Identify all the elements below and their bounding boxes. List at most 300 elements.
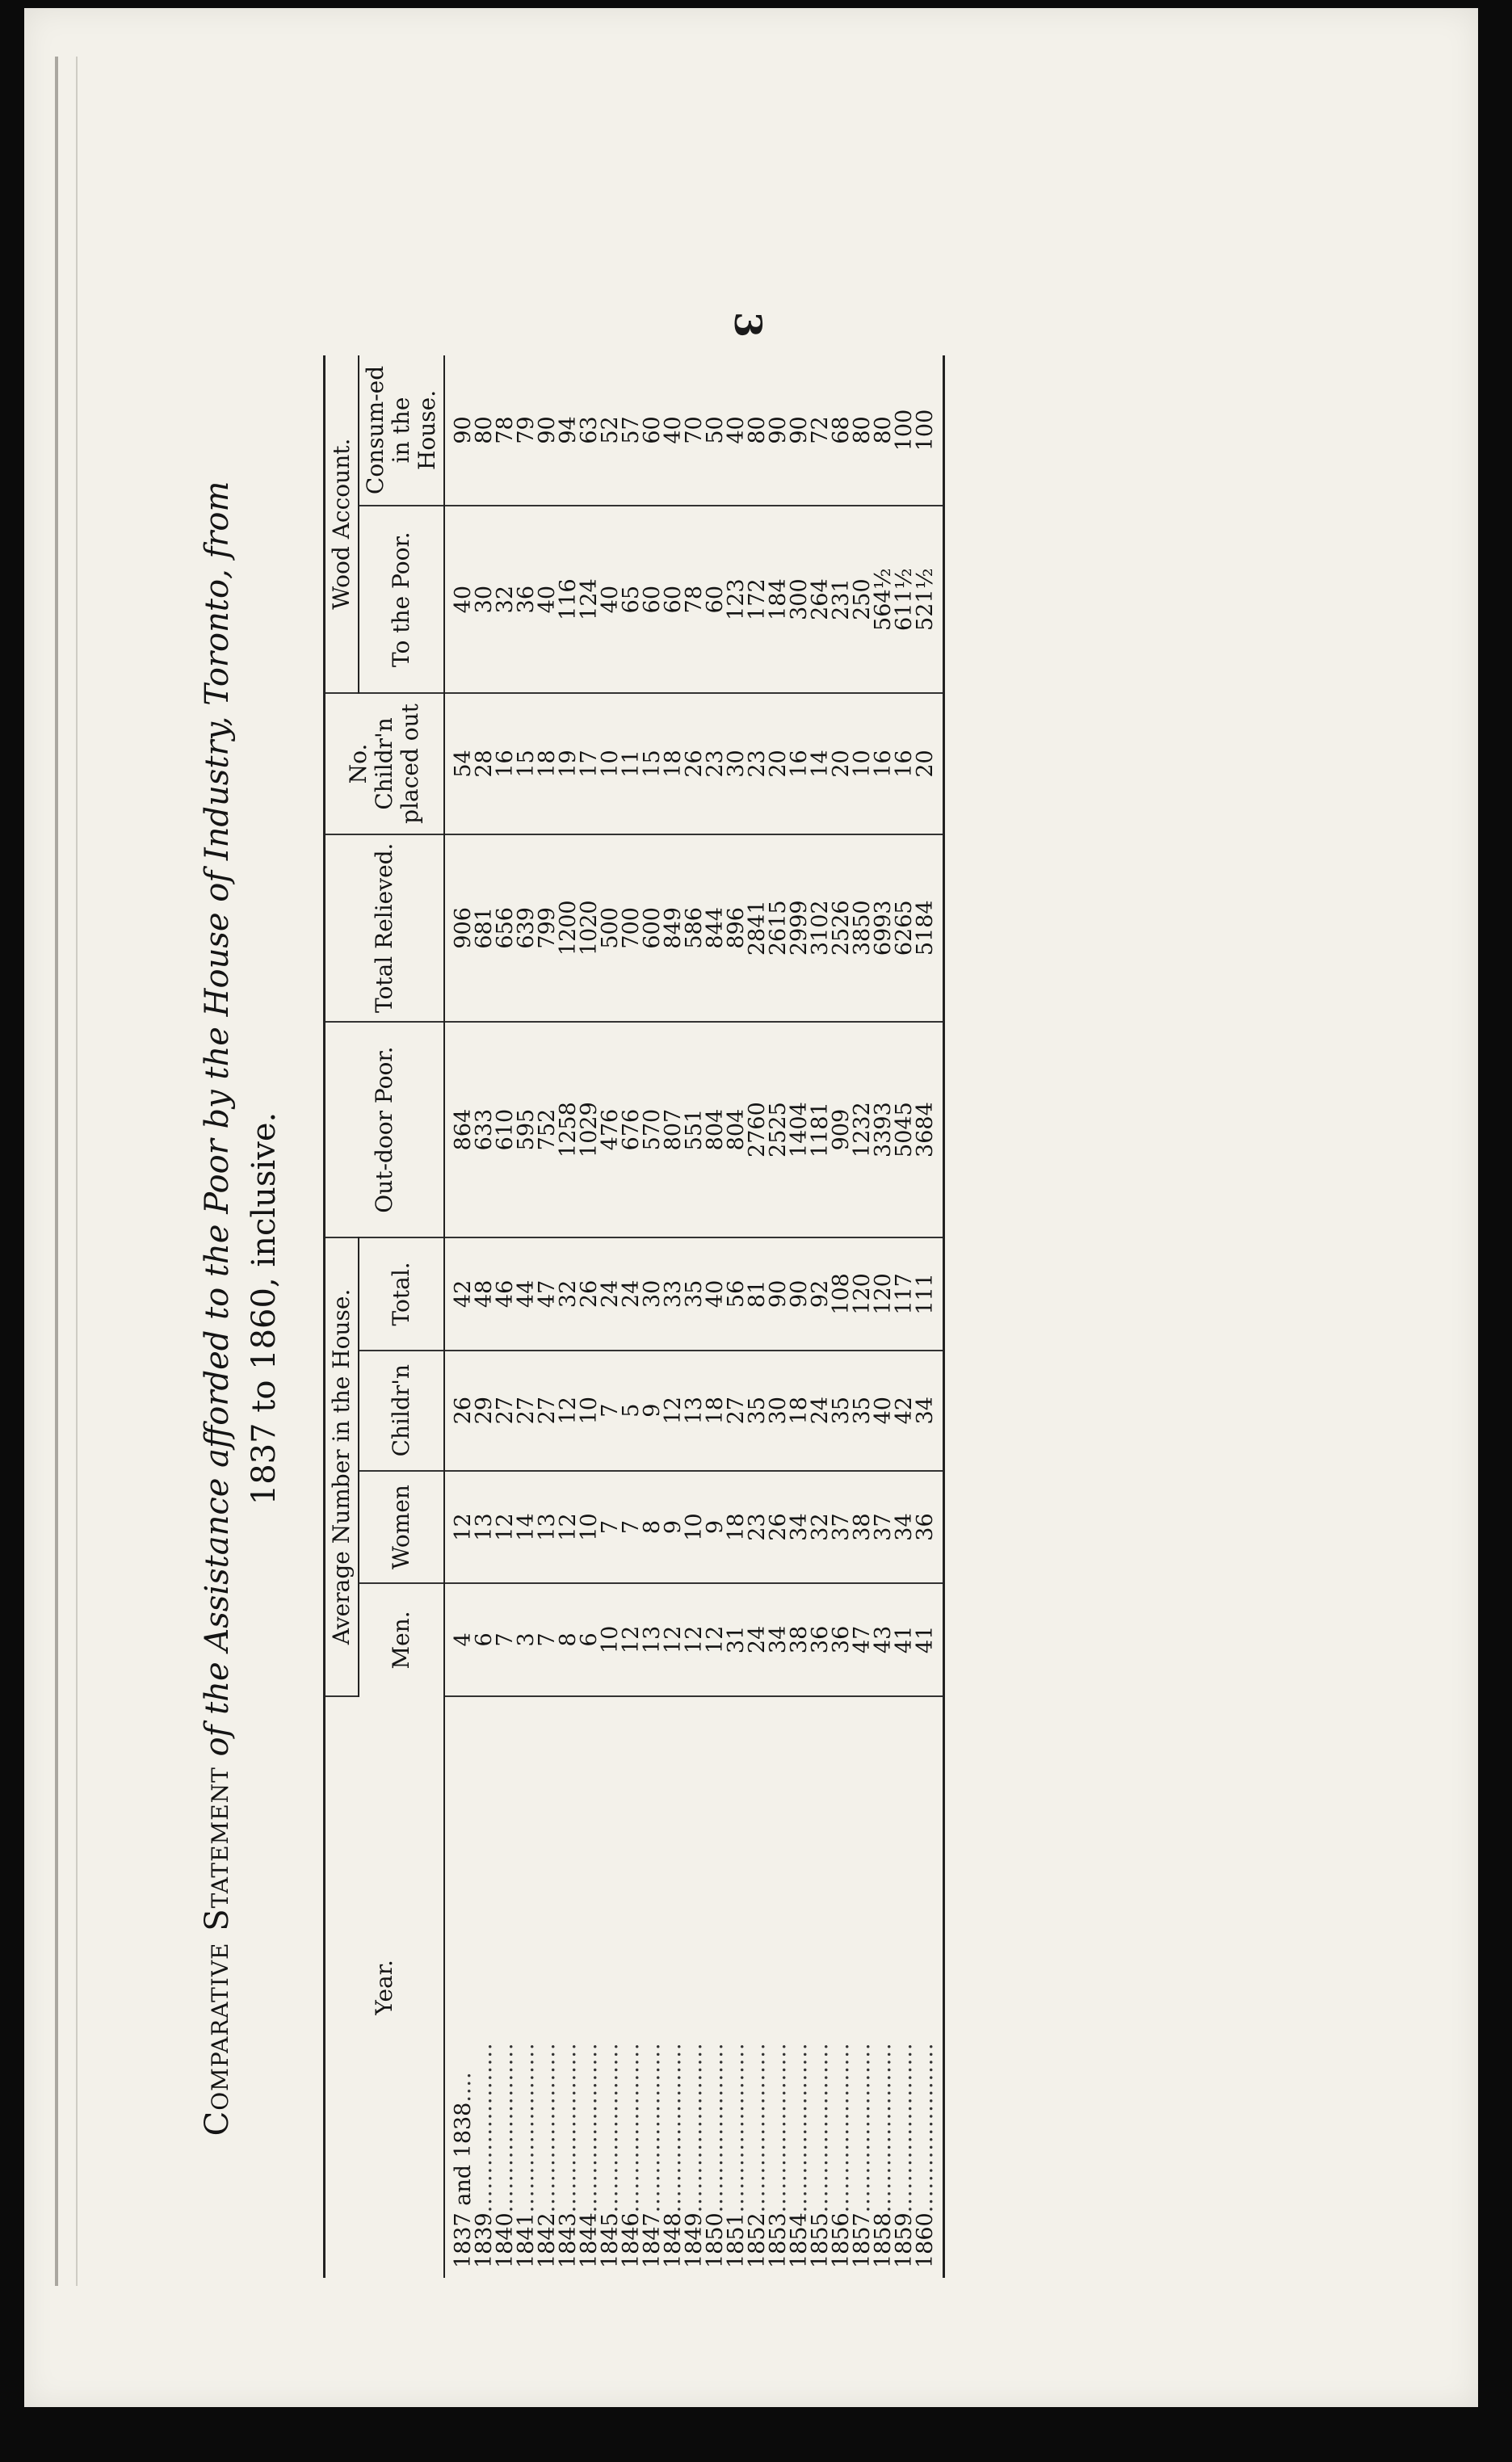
year-label: 1858: [871, 2212, 896, 2268]
leader-dots: ......................: [787, 2042, 812, 2213]
cell-children: 10: [579, 1351, 600, 1471]
rotated-table-block: [194, 339, 1276, 2278]
table-row: [915, 355, 944, 2278]
header-year: Year.: [325, 1696, 445, 2278]
cell-men: 47: [852, 1583, 873, 1695]
cell-relieved: 1200: [558, 834, 579, 1022]
table-row: [747, 355, 768, 2278]
cell-men: 13: [642, 1583, 663, 1695]
cell-wood-poor: 124: [579, 506, 600, 693]
cell-men: 41: [915, 1583, 944, 1695]
cell-total: 33: [663, 1237, 684, 1350]
leader-dots: ......................: [745, 2042, 770, 2213]
cell-total: 120: [852, 1237, 873, 1350]
table-row: [516, 355, 537, 2278]
cell-wood-poor: 36: [516, 506, 537, 693]
year-label: 1851: [724, 2212, 749, 2268]
cell-total: 46: [495, 1237, 516, 1350]
cell-children: 12: [558, 1351, 579, 1471]
leader-dots: ......................: [556, 2042, 581, 2213]
cell-outdoor: 476: [600, 1022, 621, 1237]
cell-women: 32: [810, 1471, 831, 1583]
cell-wood-consumed: 60: [642, 355, 663, 506]
cell-outdoor: 1029: [579, 1022, 600, 1237]
year-label: 1854: [787, 2212, 812, 2268]
cell-total: 24: [600, 1237, 621, 1350]
cell-women: 36: [915, 1471, 944, 1583]
cell-placed: 30: [726, 693, 747, 834]
cell-men: 7: [537, 1583, 558, 1695]
cell-total: 56: [726, 1237, 747, 1350]
cell-wood-consumed: 90: [768, 355, 789, 506]
cell-total: 40: [705, 1237, 726, 1350]
cell-women: 38: [852, 1471, 873, 1583]
leader-dots: ......................: [640, 2042, 665, 2213]
cell-wood-consumed: 80: [474, 355, 495, 506]
cell-men: 3: [516, 1583, 537, 1695]
cell-women: 12: [495, 1471, 516, 1583]
leader-dots: ......................: [619, 2042, 644, 2213]
cell-placed: 16: [789, 693, 810, 834]
cell-relieved: 896: [726, 834, 747, 1022]
leader-dots: ......................: [472, 2042, 497, 2213]
cell-wood-consumed: 79: [516, 355, 537, 506]
cell-men: 24: [747, 1583, 768, 1695]
cell-children: 9: [642, 1351, 663, 1471]
cell-placed: 17: [579, 693, 600, 834]
page-number: 3: [726, 311, 771, 338]
header-total-relieved: Total Relieved.: [325, 834, 445, 1022]
leader-dots: ......................: [598, 2042, 623, 2213]
cell-outdoor: 3393: [873, 1022, 894, 1237]
cell-outdoor: 551: [684, 1022, 705, 1237]
cell-outdoor: 807: [663, 1022, 684, 1237]
cell-relieved: 586: [684, 834, 705, 1022]
header-wood-consumed: Consum-ed in the House.: [359, 355, 444, 506]
cell-men: 34: [768, 1583, 789, 1695]
leader-dots: ......................: [703, 2042, 728, 2213]
year-label: 1844: [577, 2212, 602, 2268]
cell-wood-consumed: 100: [894, 355, 915, 506]
cell-children: 13: [684, 1351, 705, 1471]
cell-wood-consumed: 90: [789, 355, 810, 506]
leader-dots: ......................: [871, 2042, 896, 2213]
cell-placed: 10: [600, 693, 621, 834]
cell-children: 18: [789, 1351, 810, 1471]
cell-wood-consumed: 90: [444, 355, 474, 506]
cell-placed: 20: [831, 693, 852, 834]
cell-wood-poor: 184: [768, 506, 789, 693]
table-row: [621, 355, 642, 2278]
cell-men: 12: [663, 1583, 684, 1695]
year-label: 1857: [850, 2212, 875, 2268]
cell-outdoor: 2525: [768, 1022, 789, 1237]
cell-children: 27: [537, 1351, 558, 1471]
cell-women: 9: [663, 1471, 684, 1583]
cell-wood-poor: 32: [495, 506, 516, 693]
table-row: [537, 355, 558, 2278]
cell-children: 35: [852, 1351, 873, 1471]
cell-outdoor: 3684: [915, 1022, 944, 1237]
year-label: 1855: [808, 2212, 833, 2268]
cell-wood-poor: 65: [621, 506, 642, 693]
cell-children: 27: [495, 1351, 516, 1471]
table-row: [831, 355, 852, 2278]
cell-relieved: 906: [444, 834, 474, 1022]
cell-outdoor: 633: [474, 1022, 495, 1237]
cell-wood-poor: 60: [663, 506, 684, 693]
cell-outdoor: 804: [705, 1022, 726, 1237]
table-row: [810, 355, 831, 2278]
cell-wood-poor: 611½: [894, 506, 915, 693]
leader-dots: ......................: [577, 2042, 602, 2213]
cell-placed: 16: [495, 693, 516, 834]
cell-relieved: 1020: [579, 834, 600, 1022]
cell-women: 10: [684, 1471, 705, 1583]
cell-total: 90: [768, 1237, 789, 1350]
cell-placed: 16: [894, 693, 915, 834]
cell-women: 23: [747, 1471, 768, 1583]
cell-placed: 10: [852, 693, 873, 834]
year-label: 1856: [829, 2212, 854, 2268]
title-inclusive: inclusive.: [246, 1111, 283, 1267]
cell-relieved: 5184: [915, 834, 944, 1022]
cell-wood-poor: 521½: [915, 506, 944, 693]
table-body: [444, 355, 944, 2278]
cell-placed: 54: [444, 693, 474, 834]
cell-wood-consumed: 94: [558, 355, 579, 506]
binding-edge: [55, 57, 58, 2286]
cell-wood-consumed: 68: [831, 355, 852, 506]
cell-wood-consumed: 72: [810, 355, 831, 506]
year-label: 1843: [556, 2212, 581, 2268]
cell-outdoor: 610: [495, 1022, 516, 1237]
cell-wood-poor: 300: [789, 506, 810, 693]
cell-women: 34: [789, 1471, 810, 1583]
cell-men: 31: [726, 1583, 747, 1695]
cell-relieved: 656: [495, 834, 516, 1022]
cell-placed: 18: [537, 693, 558, 834]
header-wood-poor: To the Poor.: [359, 506, 444, 693]
cell-wood-poor: 172: [747, 506, 768, 693]
cell-men: 6: [474, 1583, 495, 1695]
cell-men: 7: [495, 1583, 516, 1695]
year-label: 1842: [535, 2212, 560, 2268]
cell-relieved: 3850: [852, 834, 873, 1022]
leader-dots: ......................: [493, 2042, 518, 2213]
cell-men: 12: [684, 1583, 705, 1695]
table-title: [194, 339, 241, 2278]
leader-dots: ......................: [808, 2042, 833, 2213]
cell-children: 24: [810, 1351, 831, 1471]
header-women: Women: [359, 1471, 444, 1583]
cell-men: 12: [705, 1583, 726, 1695]
cell-men: 10: [600, 1583, 621, 1695]
table-title-line2: [241, 339, 288, 2278]
year-label: 1860: [913, 2212, 938, 2268]
leader-dots: ......................: [850, 2042, 875, 2213]
cell-relieved: 3102: [810, 834, 831, 1022]
table-row: [600, 355, 621, 2278]
header-outdoor: Out-door Poor.: [325, 1022, 445, 1237]
cell-total: 44: [516, 1237, 537, 1350]
cell-children: 29: [474, 1351, 495, 1471]
cell-wood-poor: 60: [642, 506, 663, 693]
cell-relieved: 700: [621, 834, 642, 1022]
leader-dots: ......................: [766, 2042, 791, 2213]
cell-women: 37: [831, 1471, 852, 1583]
cell-relieved: 500: [600, 834, 621, 1022]
leader-dots: ......................: [913, 2042, 938, 2213]
cell-women: 12: [558, 1471, 579, 1583]
cell-women: 9: [705, 1471, 726, 1583]
cell-wood-poor: 231: [831, 506, 852, 693]
cell-placed: 14: [810, 693, 831, 834]
cell-total: 111: [915, 1237, 944, 1350]
year-label: 1837 and 1838: [451, 2102, 476, 2268]
cell-placed: 16: [873, 693, 894, 834]
cell-placed: 18: [663, 693, 684, 834]
cell-wood-consumed: 50: [705, 355, 726, 506]
cell-placed: 23: [747, 693, 768, 834]
leader-dots: ......................: [892, 2042, 917, 2213]
table-row: [684, 355, 705, 2278]
cell-relieved: 849: [663, 834, 684, 1022]
title-small-caps: Comparative Statement: [199, 1767, 236, 2136]
cell-relieved: 2615: [768, 834, 789, 1022]
cell-wood-poor: 40: [600, 506, 621, 693]
cell-outdoor: 804: [726, 1022, 747, 1237]
cell-relieved: 2841: [747, 834, 768, 1022]
cell-total: 32: [558, 1237, 579, 1350]
year-label: 1841: [514, 2212, 539, 2268]
table-row: [579, 355, 600, 2278]
cell-relieved: 6265: [894, 834, 915, 1022]
cell-wood-consumed: 80: [747, 355, 768, 506]
cell-children: 27: [516, 1351, 537, 1471]
cell-placed: 11: [621, 693, 642, 834]
cell-total: 47: [537, 1237, 558, 1350]
cell-children: 34: [915, 1351, 944, 1471]
cell-total: 24: [621, 1237, 642, 1350]
table-row: [474, 355, 495, 2278]
cell-wood-consumed: 70: [684, 355, 705, 506]
year-label: 1853: [766, 2212, 791, 2268]
cell-women: 37: [873, 1471, 894, 1583]
cell-wood-consumed: 78: [495, 355, 516, 506]
cell-wood-poor: 123: [726, 506, 747, 693]
cell-wood-consumed: 40: [726, 355, 747, 506]
title-italic-part1: of the Assistance afforded to the Poor by the House of Industry,: [199, 705, 236, 1767]
table-row: [873, 355, 894, 2278]
cell-relieved: 2999: [789, 834, 810, 1022]
cell-outdoor: 1404: [789, 1022, 810, 1237]
cell-placed: 15: [642, 693, 663, 834]
header-wood-group: Wood Account.: [325, 355, 359, 693]
cell-wood-poor: 250: [852, 506, 873, 693]
header-average-group: Average Number in the House.: [325, 1237, 359, 1695]
table-row: [705, 355, 726, 2278]
leader-dots: ......................: [682, 2042, 707, 2213]
cell-outdoor: 676: [621, 1022, 642, 1237]
cell-women: 8: [642, 1471, 663, 1583]
cell-placed: 28: [474, 693, 495, 834]
cell-women: 34: [894, 1471, 915, 1583]
header-children: Childr'n: [359, 1351, 444, 1471]
cell-children: 42: [894, 1351, 915, 1471]
cell-wood-consumed: 40: [663, 355, 684, 506]
cell-total: 81: [747, 1237, 768, 1350]
cell-wood-consumed: 80: [852, 355, 873, 506]
cell-total: 42: [444, 1237, 474, 1350]
cell-children: 26: [444, 1351, 474, 1471]
cell-outdoor: 1232: [852, 1022, 873, 1237]
cell-placed: 20: [915, 693, 944, 834]
cell-outdoor: 1258: [558, 1022, 579, 1237]
cell-women: 12: [444, 1471, 474, 1583]
cell-placed: 23: [705, 693, 726, 834]
cell-men: 41: [894, 1583, 915, 1695]
cell-placed: 15: [516, 693, 537, 834]
cell-wood-consumed: 100: [915, 355, 944, 506]
cell-wood-poor: 264: [810, 506, 831, 693]
cell-wood-poor: 78: [684, 506, 705, 693]
cell-women: 13: [537, 1471, 558, 1583]
table-row: [789, 355, 810, 2278]
cell-outdoor: 909: [831, 1022, 852, 1237]
year-label: 1848: [661, 2212, 686, 2268]
year-label: 1859: [892, 2212, 917, 2268]
cell-total: 30: [642, 1237, 663, 1350]
cell-children: 18: [705, 1351, 726, 1471]
cell-outdoor: 595: [516, 1022, 537, 1237]
table-row: [642, 355, 663, 2278]
year-label: 1840: [493, 2212, 518, 2268]
year-label: 1850: [703, 2212, 728, 2268]
cell-wood-poor: 30: [474, 506, 495, 693]
cell-total: 26: [579, 1237, 600, 1350]
leader-dots: ....: [451, 2071, 476, 2103]
title-range: 1837 to 1860,: [246, 1267, 283, 1506]
leader-dots: ......................: [724, 2042, 749, 2213]
cell-men: 38: [789, 1583, 810, 1695]
cell-men: 12: [621, 1583, 642, 1695]
cell-wood-consumed: 52: [600, 355, 621, 506]
cell-men: 4: [444, 1583, 474, 1695]
cell-men: 8: [558, 1583, 579, 1695]
cell-wood-poor: 564½: [873, 506, 894, 693]
cell-children: 40: [873, 1351, 894, 1471]
cell-placed: 20: [768, 693, 789, 834]
cell-children: 35: [747, 1351, 768, 1471]
cell-wood-poor: 40: [444, 506, 474, 693]
year-label: 1852: [745, 2212, 770, 2268]
cell-wood-consumed: 63: [579, 355, 600, 506]
leader-dots: ......................: [661, 2042, 686, 2213]
cell-total: 35: [684, 1237, 705, 1350]
cell-relieved: 2526: [831, 834, 852, 1022]
table-row: [852, 355, 873, 2278]
table-row: [558, 355, 579, 2278]
table-row: [894, 355, 915, 2278]
cell-total: 117: [894, 1237, 915, 1350]
cell-relieved: 844: [705, 834, 726, 1022]
cell-total: 48: [474, 1237, 495, 1350]
leader-dots: ......................: [829, 2042, 854, 2213]
cell-wood-consumed: 57: [621, 355, 642, 506]
year-label: 1839: [472, 2212, 497, 2268]
cell-total: 120: [873, 1237, 894, 1350]
cell-men: 6: [579, 1583, 600, 1695]
cell-wood-consumed: 90: [537, 355, 558, 506]
year-label: 1847: [640, 2212, 665, 2268]
cell-women: 7: [621, 1471, 642, 1583]
cell-children: 35: [831, 1351, 852, 1471]
leader-dots: ......................: [514, 2042, 539, 2213]
cell-wood-consumed: 80: [873, 355, 894, 506]
year-label: 1846: [619, 2212, 644, 2268]
cell-outdoor: 864: [444, 1022, 474, 1237]
cell-year: [915, 1696, 944, 2278]
cell-outdoor: 1181: [810, 1022, 831, 1237]
cell-outdoor: 2760: [747, 1022, 768, 1237]
table-row: [495, 355, 516, 2278]
cell-children: 5: [621, 1351, 642, 1471]
table-row: [726, 355, 747, 2278]
cell-men: 36: [810, 1583, 831, 1695]
year-label: 1845: [598, 2212, 623, 2268]
title-italic-part2: , from: [199, 481, 236, 579]
year-label: 1849: [682, 2212, 707, 2268]
cell-year: [444, 1696, 474, 2278]
cell-women: 18: [726, 1471, 747, 1583]
cell-total: 92: [810, 1237, 831, 1350]
cell-relieved: 799: [537, 834, 558, 1022]
cell-children: 30: [768, 1351, 789, 1471]
header-total: Total.: [359, 1237, 444, 1350]
cell-children: 27: [726, 1351, 747, 1471]
cell-placed: 26: [684, 693, 705, 834]
cell-outdoor: 5045: [894, 1022, 915, 1237]
cell-relieved: 681: [474, 834, 495, 1022]
cell-children: 7: [600, 1351, 621, 1471]
title-place: Toronto: [199, 578, 236, 706]
cell-women: 14: [516, 1471, 537, 1583]
cell-total: 90: [789, 1237, 810, 1350]
cell-wood-poor: 40: [537, 506, 558, 693]
cell-men: 43: [873, 1583, 894, 1695]
leader-dots: ......................: [535, 2042, 560, 2213]
cell-women: 26: [768, 1471, 789, 1583]
cell-outdoor: 570: [642, 1022, 663, 1237]
cell-placed: 19: [558, 693, 579, 834]
cell-total: 108: [831, 1237, 852, 1350]
binding-edge-inner: [76, 57, 78, 2286]
cell-wood-poor: 116: [558, 506, 579, 693]
table-row: [444, 355, 474, 2278]
cell-women: 10: [579, 1471, 600, 1583]
statistics-table: [323, 355, 945, 2278]
cell-men: 36: [831, 1583, 852, 1695]
cell-relieved: 6993: [873, 834, 894, 1022]
header-children-placed: No. Childr'n placed out: [325, 693, 445, 834]
table-row: [663, 355, 684, 2278]
cell-relieved: 639: [516, 834, 537, 1022]
header-men: Men.: [359, 1583, 444, 1695]
cell-relieved: 600: [642, 834, 663, 1022]
table-row: [768, 355, 789, 2278]
cell-women: 13: [474, 1471, 495, 1583]
